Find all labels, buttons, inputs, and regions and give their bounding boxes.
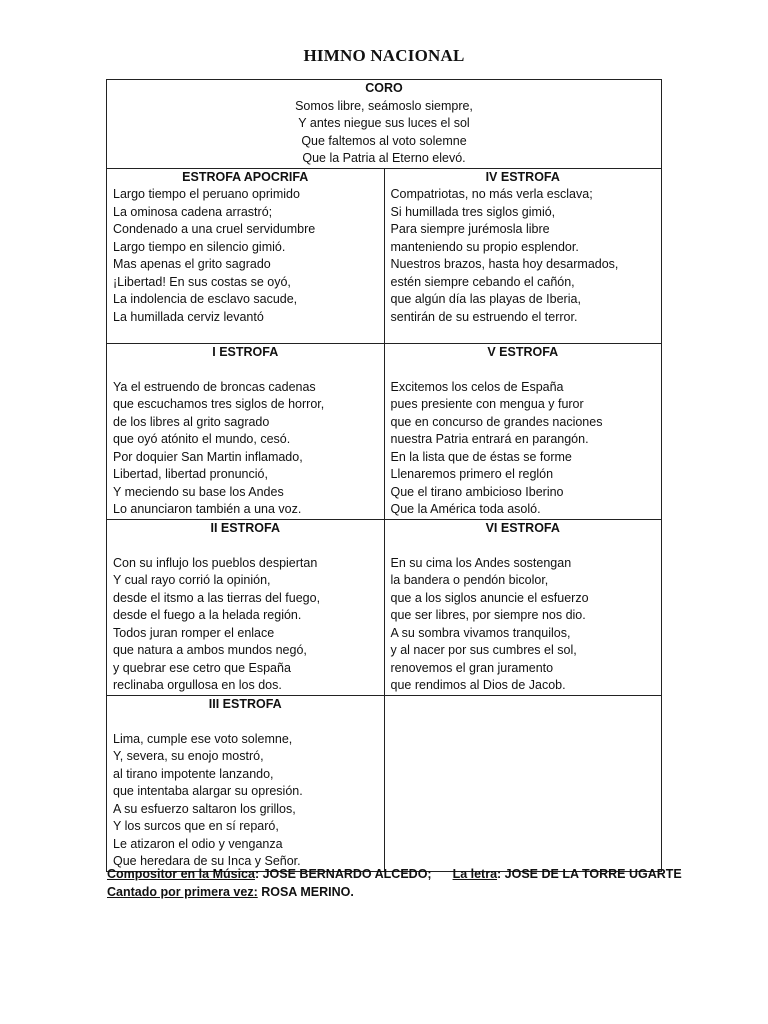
verse-line: ¡Libertad! En sus costas se oyó,: [113, 274, 291, 289]
verse-line: Nuestros brazos, hasta hoy desarmados,: [390, 257, 619, 271]
verse-line: reclinaba orgullosa en los dos.: [113, 678, 282, 692]
verse-line: Y, severa, su enojo mostró,: [113, 749, 264, 763]
verse-line: la bandera o pendón bicolor,: [390, 573, 549, 587]
estrofa-apocrifa-cell: [107, 168, 385, 343]
verse-line: desde el fuego a la helada región.: [113, 608, 302, 622]
verse-line: Le atizaron el odio y venganza: [113, 836, 283, 851]
coro-line: Y antes niegue sus luces el sol: [298, 116, 470, 130]
first-sung-label: Cantado por primera vez:: [107, 885, 258, 899]
verse-line: Y los surcos que en sí reparó,: [113, 819, 279, 833]
verse-line: y quebrar ese cetro que España: [113, 660, 291, 675]
first-sung-value: ROSA MERINO.: [257, 885, 354, 899]
coro-header: CORO: [365, 81, 403, 95]
verse-line: La humillada cerviz levantó: [113, 309, 264, 324]
i-estrofa-cell: [107, 343, 385, 519]
verse-line: nuestra Patria entrará en parangón.: [390, 432, 589, 446]
lyrics-label: La letra: [452, 867, 498, 881]
verse-line: Por doquier San Martin inflamado,: [113, 449, 303, 464]
verse-line: Lima, cumple ese voto solemne,: [113, 731, 293, 746]
verse-line: que rendimos al Dios de Jacob.: [390, 678, 566, 692]
verse-line: Todos juran romper el enlace: [113, 625, 275, 640]
verse-line: Condenado a una cruel servidumbre: [113, 222, 316, 236]
composer-value: : JOSE BERNARDO ALCEDO;: [254, 867, 432, 881]
verse-line: sentirán de su estruendo el terror.: [390, 309, 578, 324]
coro-line: Que faltemos al voto solemne: [301, 133, 467, 148]
verse-line: que en concurso de grandes naciones: [390, 414, 603, 429]
verse-line: que intentaba alargar su opresión.: [113, 784, 303, 798]
verse-line: que oyó atónito el mundo, cesó.: [113, 432, 291, 446]
iii-estrofa-header: III ESTROFA: [208, 696, 282, 711]
verse-line: Ya el estruendo de broncas cadenas: [113, 379, 316, 394]
anthem-table: [106, 79, 662, 872]
verse-line: Mas apenas el grito sagrado: [113, 257, 271, 271]
v-estrofa-cell: [384, 343, 662, 519]
iv-estrofa-header: IV ESTROFA: [485, 169, 560, 184]
verse-line: Que el tirano ambicioso Iberino: [390, 484, 564, 499]
lyrics-value: : JOSE DE LA TORRE UGARTE: [497, 867, 682, 881]
verse-line: En su cima los Andes sostengan: [390, 555, 572, 570]
ii-estrofa-cell: [107, 519, 385, 695]
iii-estrofa-cell: [107, 695, 385, 871]
verse-line: En la lista que de éstas se forme: [390, 449, 572, 464]
verse-line: manteniendo su propio esplendor.: [390, 239, 579, 254]
verse-line: Para siempre jurémosla libre: [390, 222, 550, 236]
verse-line: al tirano impotente lanzando,: [113, 766, 274, 781]
composer-label: Compositor en la Música: [107, 867, 255, 881]
verse-line: Largo tiempo en silencio gimió.: [113, 239, 286, 254]
estrofa-apocrifa-header: ESTROFA APOCRIFA: [182, 169, 309, 184]
coro-line: Que la Patria al Eterno elevó.: [302, 151, 466, 165]
verse-line: Compatriotas, no más verla esclava;: [390, 187, 593, 201]
verse-line: Si humillada tres siglos gimió,: [390, 204, 556, 219]
verse-line: desde el itsmo a las tierras del fuego,: [113, 590, 321, 605]
verse-line: y al nacer por sus cumbres el sol,: [390, 643, 577, 657]
verse-line: que escuchamos tres siglos de horror,: [113, 397, 325, 411]
verse-line: que natura a ambos mundos negó,: [113, 643, 307, 657]
empty-cell: [384, 695, 662, 871]
verse-line: Lo anunciaron también a una voz.: [113, 502, 302, 516]
verse-line: Y meciendo su base los Andes: [113, 484, 284, 499]
verse-line: Que la América toda asoló.: [390, 502, 541, 516]
ii-estrofa-header: II ESTROFA: [210, 520, 280, 535]
footer-first-sung-line: [107, 884, 354, 901]
v-estrofa-header: V ESTROFA: [487, 344, 559, 359]
verse-line: La ominosa cadena arrastró;: [113, 204, 273, 219]
verse-line: de los libres al grito sagrado: [113, 414, 270, 429]
verse-line: Que heredara de su Inca y Señor.: [113, 854, 301, 868]
verse-line: pues presiente con mengua y furor: [390, 397, 584, 411]
verse-line: que a los siglos anuncie el esfuerzo: [390, 590, 589, 605]
coro-cell: [107, 80, 662, 169]
verse-line: Largo tiempo el peruano oprimido: [113, 187, 300, 201]
verse-line: Llenaremos primero el reglón: [390, 467, 554, 481]
verse-line: estén siempre cebando el cañón,: [390, 274, 575, 289]
verse-line: Excitemos los celos de España: [390, 379, 564, 394]
footer-composer-line: [107, 866, 682, 883]
verse-line: Libertad, libertad pronunció,: [113, 467, 268, 481]
verse-line: que ser libres, por siempre nos dio.: [390, 608, 586, 622]
verse-line: Y cual rayo corrió la opinión,: [113, 573, 271, 587]
verse-line: que algún día las playas de Iberia,: [390, 292, 581, 306]
verse-line: A su sombra vivamos tranquilos,: [390, 625, 571, 640]
page-title: HIMNO NACIONAL: [303, 46, 465, 65]
verse-line: La indolencia de esclavo sacude,: [113, 292, 298, 306]
iv-estrofa-cell: [384, 168, 662, 343]
verse-line: Con su influjo los pueblos despiertan: [113, 555, 318, 570]
i-estrofa-header: I ESTROFA: [212, 344, 279, 359]
vi-estrofa-header: VI ESTROFA: [485, 520, 560, 535]
coro-line: Somos libre, seámoslo siempre,: [295, 98, 473, 113]
verse-line: A su esfuerzo saltaron los grillos,: [113, 801, 296, 816]
verse-line: renovemos el gran juramento: [390, 660, 554, 675]
vi-estrofa-cell: [384, 519, 662, 695]
